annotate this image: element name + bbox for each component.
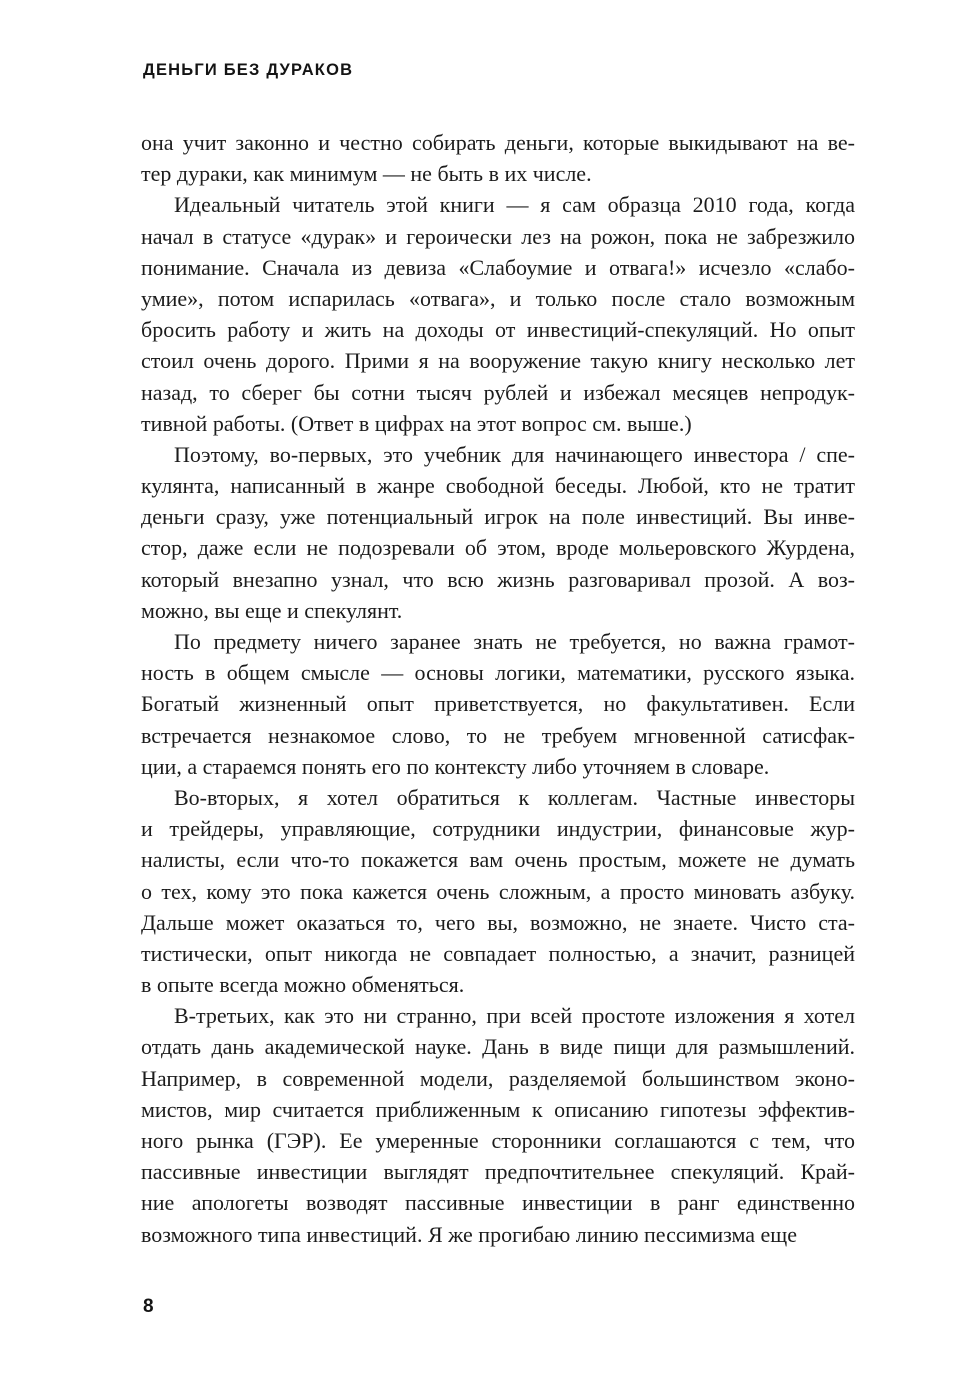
text-line: По предмету ничего заранее знать не требуется, но важна грамот- — [174, 629, 855, 654]
text-line: деньги сразу, уже потенциальный игрок на поле инвестиций. Вы инве- — [141, 504, 855, 530]
text-line: бросить работу и жить на доходы от инвестиций-спекуляций. Но опыт — [141, 317, 855, 343]
text-line: мистов, мир считается приближенным к описанию гипотезы эффектив- — [141, 1096, 855, 1122]
page-number: 8 — [143, 1296, 154, 1317]
text-line: возможного типа инвестиций. Я же прогибаю линию пессимизма еще — [141, 1221, 797, 1247]
text-line: тистически, опыт никогда не совпадает полностью, а значит, разницей — [141, 940, 855, 966]
text-line: налисты, если что-то покажется вам очень простым, можете не думать — [141, 847, 855, 873]
text-line: она учит законно и честно собирать деньги, которые выкидывают на ве- — [141, 130, 855, 155]
text-line: назад, то сберег бы сотни тысяч рублей и избежал месяцев непродук- — [141, 379, 855, 405]
text-line: В-третьих, как это ни странно, при всей простоте изложения я хотел — [174, 1003, 855, 1029]
text-line: который внезапно узнал, что всю жизнь разговаривал прозой. А воз- — [141, 566, 855, 592]
text-line: Поэтому, во-первых, это учебник для начинающего инвестора / спе- — [174, 441, 855, 467]
text-line: понимание. Сначала из девиза «Слабоумие и отвага!» исчезло «слабо- — [141, 254, 855, 280]
paragraph — [141, 127, 855, 189]
paragraph — [141, 189, 855, 439]
text-line: Идеальный читатель этой книги — я сам образца 2010 года, когда — [174, 192, 855, 218]
text-line: встречается незнакомое слово, то не требуем мгновенной сатисфак- — [141, 722, 855, 748]
paragraph — [141, 1000, 855, 1250]
text-line: Во-вторых, я хотел обратиться к коллегам. Частные инвесторы — [174, 784, 855, 810]
text-line: Дальше может оказаться то, чего вы, возможно, не знаете. Чисто ста- — [141, 909, 855, 935]
text-line: Например, в современной модели, разделяемой большинством эконо- — [141, 1065, 855, 1091]
text-line: стоил очень дорого. Прими я на вооружение такую книгу несколько лет — [141, 348, 855, 374]
text-line: о тех, кому это пока кажется очень сложным, а просто миновать азбуку. — [141, 878, 855, 904]
text-line: ного рынка (ГЭР). Ее умеренные сторонники соглашаются с тем, что — [141, 1128, 855, 1153]
text-line: тивной работы. (Ответ в цифрах на этот вопрос см. выше.) — [141, 410, 692, 436]
text-line: ность в общем смысле — основы логики, математики, русского языка. — [141, 660, 855, 686]
text-line: умие», потом испарилась «отвага», и только после стало возможным — [141, 285, 855, 311]
running-header: ДЕНЬГИ БЕЗ ДУРАКОВ — [143, 61, 354, 79]
text-line: пассивные инвестиции выглядят предпочтительнее спекуляций. Край- — [141, 1159, 855, 1185]
text-line: можно, вы еще и спекулянт. — [141, 597, 403, 623]
text-block — [141, 127, 855, 1250]
text-line: кулянта, написанный в жанре свободной беседы. Любой, кто не тратит — [141, 473, 855, 499]
text-line: отдать дань академической науке. Дань в виде пищи для размышлений. — [141, 1034, 855, 1060]
text-line: стор, даже если не подозревали об этом, вроде мольеровского Журдена, — [141, 535, 855, 561]
text-line: ции, а стараемся понять его по контексту либо уточняем в словаре. — [141, 753, 770, 779]
text-line: Богатый жизненный опыт приветствуется, но факультативен. Если — [141, 691, 855, 717]
paragraph — [141, 782, 855, 1000]
text-line: в опыте всегда можно обменяться. — [141, 972, 465, 998]
text-line: ние апологеты возводят пассивные инвестиции в ранг единственно — [141, 1190, 855, 1216]
text-line: и трейдеры, управляющие, сотрудники индустрии, финансовые жур- — [141, 816, 855, 842]
paragraph — [141, 626, 855, 782]
text-line: тер дураки, как минимум — не быть в их числе. — [141, 161, 592, 187]
paragraph — [141, 439, 855, 626]
text-line: начал в статусе «дурак» и героически лез на рожон, пока не забрезжило — [141, 223, 855, 249]
